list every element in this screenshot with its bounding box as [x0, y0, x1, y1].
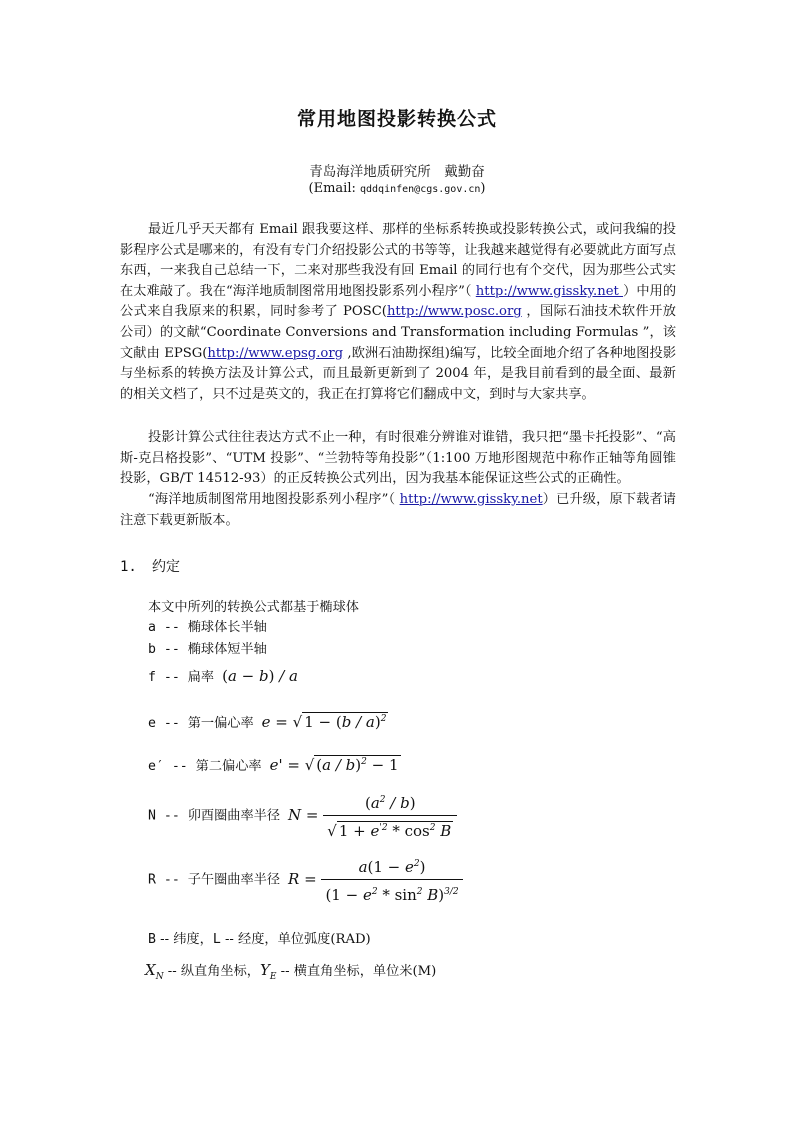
- symbol-XN: $X_N$: [145, 961, 164, 982]
- def-R-sep: --: [155, 872, 188, 888]
- def-e: [148, 709, 388, 734]
- posc-link[interactable]: http://www.posc.org: [386, 304, 522, 320]
- section-number: 1.: [120, 559, 137, 575]
- def-Y-text: -- 横直角坐标，单位米(M): [276, 964, 437, 979]
- def-f: [148, 666, 298, 688]
- def-X-text: -- 纵直角坐标，: [163, 964, 260, 979]
- author-line: 青岛海洋地质研究所 戴勤奋: [309, 164, 485, 180]
- def-e-label: 第一偏心率: [187, 716, 254, 731]
- def-b-symbol: b: [148, 642, 156, 657]
- def-e-sep: --: [155, 716, 188, 731]
- gissky-link[interactable]: http://www.gissky.net: [475, 283, 624, 299]
- projection-paragraph: 投影计算公式往往表达方式不止一种，有时很难分辨谁对谁错，我只把“墨卡托投影”、“高斯-克吕格投影”、“UTM 投影”、“兰勃特等角投影”（1:100 万地形图规范中称作正轴等角圆锥投影，GB/T 14512-93）的正反转换公式列出，因为我基本能保证这些公式的正确性。: [120, 430, 676, 487]
- formula-prime-vertical-radius: N = $\frac{(a^2 / b)}{√ 1 + e^{'2} * \cos^2 B}$: [288, 806, 457, 824]
- epsg-link[interactable]: http://www.epsg.org: [207, 345, 344, 361]
- defs-intro: 本文中所列的转换公式都基于椭球体: [148, 600, 359, 615]
- para1-text-2: ）中用的公式来自我原来的积累，同时参考了 POSC(: [120, 283, 677, 320]
- def-N-label: 卯酉圈曲率半径: [187, 808, 281, 824]
- def-B-symbol: B: [148, 932, 156, 947]
- section-title: 约定: [152, 559, 180, 575]
- def-a: [148, 618, 267, 638]
- def-N: [148, 790, 457, 841]
- def-L-symbol: L: [212, 932, 221, 947]
- def-b: [148, 640, 267, 660]
- def-e-prime-label: 第二偏心率: [195, 759, 262, 774]
- email-address: qddqinfen@cgs.gov.cn: [359, 184, 481, 195]
- def-e-prime: [148, 752, 401, 777]
- def-f-sep: --: [155, 670, 188, 685]
- email-line: [0, 181, 794, 196]
- formula-meridian-radius: R = $\frac{a(1 - e^2)}{(1 - e^2 * \sin^2 B)^{3/2}}$: [288, 870, 463, 888]
- def-R-symbol: R: [148, 872, 156, 888]
- def-a-sep: --: [155, 620, 188, 635]
- intro-paragraph: [120, 220, 676, 405]
- para1-text-1: 最近几乎天天都有 Email 跟我要这样、那样的坐标系转换或投影转换公式，或问我编的投影程序公式是哪来的，有没有专门介绍投影公式的书等等，让我越来越觉得有必要就此方面写点东西，一来我自己总结一下，二来对那些我没有回 Email 的同行也有个交代，因为那些公式实在太难敲了。我在“海洋地质制图常用地图投影系列小程序”（: [120, 222, 676, 299]
- def-e-prime-symbol: e′: [148, 759, 164, 774]
- def-b-label: 椭球体短半轴: [187, 642, 267, 657]
- def-R-label: 子午圈曲率半径: [187, 872, 281, 888]
- gissky-link-2[interactable]: http://www.gissky.net: [399, 492, 543, 507]
- section-heading: [120, 556, 180, 576]
- def-L-text: -- 经度，单位弧度(RAD): [220, 932, 371, 947]
- email-suffix: ): [480, 181, 486, 196]
- def-N-sep: --: [155, 808, 188, 824]
- email-prefix: (Email:: [308, 181, 360, 196]
- def-X-Y: [145, 960, 436, 987]
- para3-text-1: “海洋地质制图常用地图投影系列小程序”（: [148, 492, 400, 507]
- def-B-text: -- 纬度，: [155, 932, 213, 947]
- upgrade-paragraph: [120, 490, 676, 531]
- def-f-symbol: f: [148, 670, 156, 685]
- para3-text-2: ）已升级，原下载者请注意下载更新版本。: [120, 492, 676, 528]
- def-a-label: 椭球体长半轴: [187, 620, 267, 635]
- formula-second-eccentricity: e' = √ (a / b)$^2$ − 1: [269, 756, 399, 774]
- para1-text-3: ，国际石油技术软件开放公司）的文献“Coordinate Conversions and Transformation including Formulas ”，该文献由 EPSG(: [120, 304, 676, 361]
- para1-text-4: ,欧洲石油勘探组)编写，比较全面地介绍了各种地图投影与坐标系的转换方法及计算公式，而且最新更新到了 2004 年，是我目前看到的最全面、最新的相关文档了，只不过是英文的，我正在打算将它们翻成中文，到时与大家共享。: [120, 345, 677, 402]
- formula-flattening: (a − b) / a: [222, 667, 299, 685]
- def-e-symbol: e: [148, 716, 156, 731]
- def-b-sep: --: [155, 642, 188, 657]
- def-e-prime-sep: --: [163, 759, 196, 774]
- symbol-YE: $Y_E$: [259, 961, 277, 982]
- def-f-label: 扁率: [187, 670, 215, 685]
- formula-first-eccentricity: e = √ 1 − (b / a)$^2$: [261, 713, 387, 731]
- def-B-L: [148, 930, 371, 950]
- def-a-symbol: a: [148, 620, 156, 635]
- def-R: [148, 854, 463, 905]
- def-N-symbol: N: [148, 808, 156, 824]
- doc-title: 常用地图投影转换公式: [296, 108, 497, 130]
